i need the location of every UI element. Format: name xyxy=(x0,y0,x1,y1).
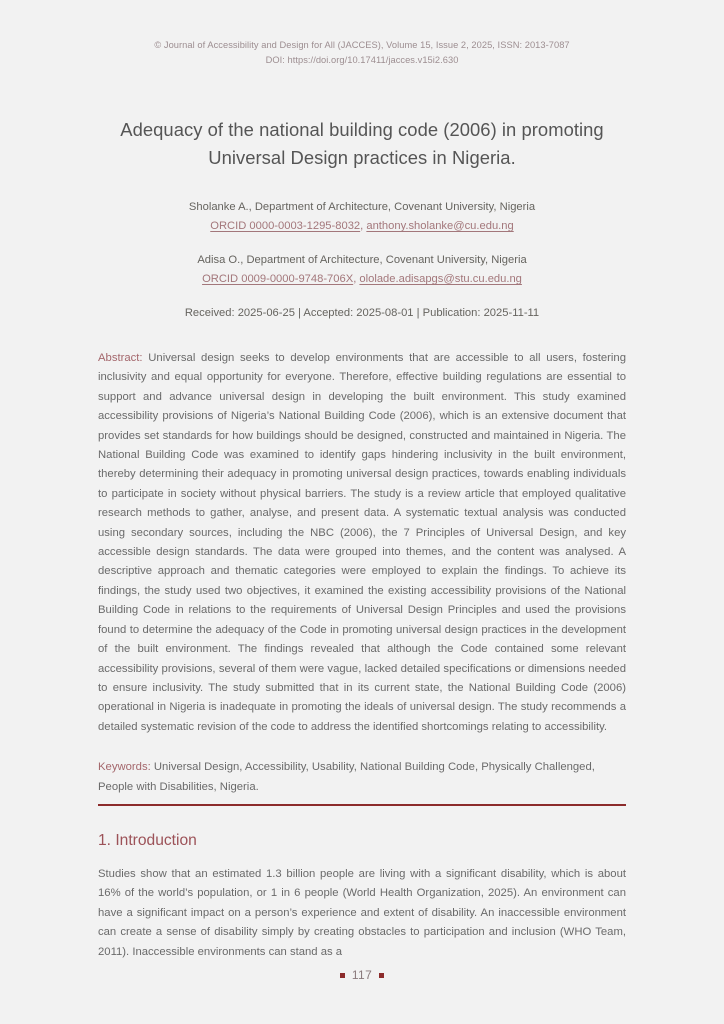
author-affiliation: Adisa O., Department of Architecture, Covenant University, Nigeria xyxy=(197,254,527,266)
abstract-section xyxy=(98,349,626,737)
abstract-label: Abstract: xyxy=(98,352,143,364)
author-identifiers xyxy=(98,270,626,289)
identifier-separator: , xyxy=(353,273,360,285)
identifier-separator: , xyxy=(360,220,367,232)
article-title: Adequacy of the national building code (2006) in promoting Universal Design practices in Nigeria. xyxy=(120,119,604,168)
footer-square-right-icon xyxy=(379,973,384,978)
author-affiliation: Sholanke A., Department of Architecture, Covenant University, Nigeria xyxy=(188,201,536,213)
author-block xyxy=(98,251,626,289)
section-divider-rule xyxy=(98,804,626,806)
journal-doi-line[interactable]: DOI: https://doi.org/10.17411/jacces.v15i2.630 xyxy=(265,55,459,65)
keywords-text: Universal Design, Accessibility, Usability, National Building Code, Physically Challenged, People with Disabilities, Nigeria. xyxy=(98,761,595,793)
author-block xyxy=(98,198,626,236)
author-list xyxy=(98,198,626,289)
section-heading-introduction: 1. Introduction xyxy=(98,831,197,849)
journal-citation-line: © Journal of Accessibility and Design for All (JACCES), Volume 15, Issue 2, 2025, ISSN: 2013-7087 xyxy=(154,40,570,50)
author-email-link[interactable]: anthony.sholanke@cu.edu.ng xyxy=(366,220,514,232)
keywords-section xyxy=(98,758,626,797)
publication-dates: Received: 2025-06-25 | Accepted: 2025-08-01 | Publication: 2025-11-11 xyxy=(184,307,540,319)
abstract-text: Universal design seeks to develop environments that are accessible to all users, fostering inclusivity and equal opportunity for everyone. Therefore, effective building regulations are essential to support and advance universal design in developing the built environment. This study examined accessibility provisions of Nigeria’s National Building Code (2006), which is an extensive document that provides set standards for how buildings should be designed, constructed and maintained in Nigeria. The National Building Code was examined to identify gaps hindering inclusivity in the built environment, thereby determining their adequacy in promoting universal design practices, towards enabling individuals to participate in society without physical barriers. The study is a review article that employed qualitative research methods to gather, analyse, and present data. A systematic textual analysis was conducted using secondary sources, including the NBC (2006), the 7 Principles of Universal Design, and key accessible design standards. The data were grouped into themes, and the content was analysed. A descriptive approach and thematic categories were employed to explain the findings. To achieve its findings, the study used two objectives, it examined the existing accessibility provisions of the National Building Code in relations to the requirements of Universal Design Principles and used the provisions found to determine the adequacy of the Code in promoting universal design practices in the development of the built environment. The findings revealed that although the Code contained some relevant accessibility provisions, several of them were vague, lacked detailed specifications or dimensions needed to ensure inclusivity. The study submitted that in its current state, the National Building Code (2006) operational in Nigeria is inadequate in promoting the ideals of universal design. The study recommends a detailed systematic revision of the code to address the identified shortcomings relating to accessibility. xyxy=(98,352,626,733)
journal-running-head xyxy=(98,0,626,68)
keywords-label: Keywords: xyxy=(98,761,151,774)
footer-square-left-icon xyxy=(340,973,345,978)
orcid-link[interactable]: ORCID 0000-0003-1295-8032 xyxy=(210,220,361,232)
introduction-paragraph: Studies show that an estimated 1.3 billion people are living with a significant disability, which is about 16% of the world’s population, or 1 in 6 people (World Health Organization, 2025). An environment can have a significant impact on a person’s experience and extent of disability. An inaccessible environment can create a sense of disability simply by creating obstacles to participation and inclusion (WHO Team, 2011). Inaccessible environments can stand as a xyxy=(98,867,626,958)
page-footer xyxy=(0,968,724,982)
page-number: 117 xyxy=(351,968,373,982)
author-identifiers xyxy=(98,217,626,236)
author-email-link[interactable]: ololade.adisapgs@stu.cu.edu.ng xyxy=(359,273,522,285)
orcid-link[interactable]: ORCID 0009-0000-9748-706X xyxy=(202,273,354,285)
